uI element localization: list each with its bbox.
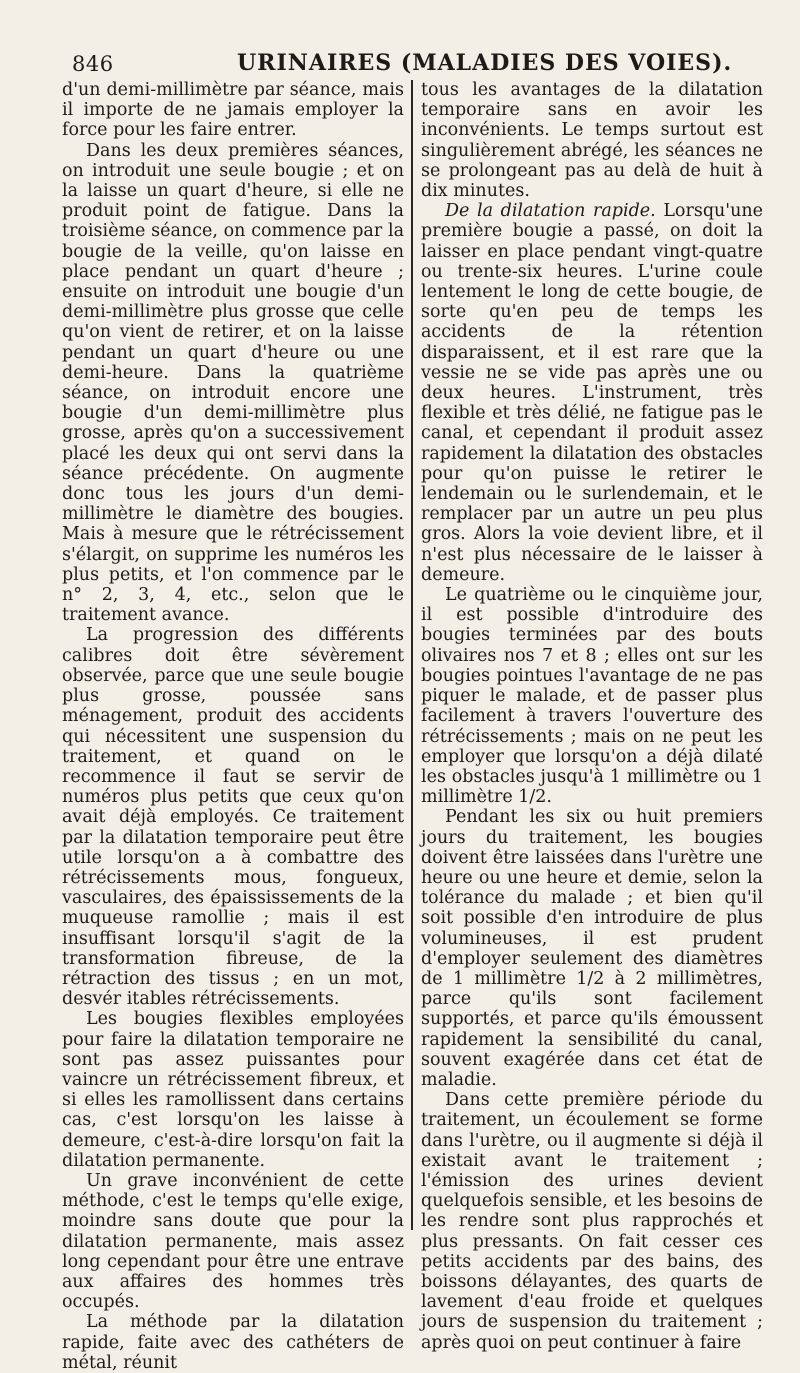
running-title: URINAIRES (MALADIES DES VOIES). (237, 50, 733, 76)
column-divider (411, 80, 413, 1230)
paragraph: Dans les deux premières séances, on introduit une seule bougie ; et on la laisse un quart d'heure, si elle ne produit point de fatigue. Dans la troisième séance, on commence par la bougie de la veille, qu'on laisse en place pendant un quart d'heure ; ensuite on introduit une bougie d'un demi-millimètre plus grosse que celle qu'on vient de retirer, et on la laisse pendant un quart d'heure ou une demi-heure. Dans la quatrième séance, on introduit encore une bougie d'un demi-millimètre plus grosse, après qu'on a successivement placé les deux qui ont servi dans la séance précédente. On augmente donc tous les jours d'un demi-millimètre le diamètre des bougies. Mais à mesure que le rétrécissement s'élargit, on supprime les numéros les plus petits, et l'on commence par le n° 2, 3, 4, etc., selon que le traitement avance. (62, 140, 404, 626)
section-heading: De la dilatation rapide. (445, 201, 656, 222)
paragraph: tous les avantages de la dilatation temporaire sans en avoir les inconvénients. Le temps surtout est singulièrement abrégé, les séances ne se prolongeant pas au delà de huit à dix minutes. (421, 80, 763, 202)
paragraph-text: Lorsqu'une première bougie a passé, on doit la laisser en place pendant vingt-quatre ou trente-six heures. L'urine coule lentement le long de cette bougie, de sorte qu'en peu de temps les accidents de la rétention disparaissent, et il est rare que la vessie ne se vide pas après une ou deux heures. L'instrument, très flexible et très délié, ne fatigue pas le canal, et cependant il produit assez rapidement la dilatation des obstacles pour qu'on puisse le retirer le lendemain ou le surlendemain, et le remplacer par un autre un peu plus gros. Alors la voie devient libre, et il n'est plus nécessaire de le laisser à demeure. (421, 201, 763, 585)
paragraph (421, 201, 763, 585)
paragraph: La progression des différents calibres doit être sévèrement observée, parce que une seule bougie plus grosse, poussée sans ménagement, produit des accidents qui nécessitent une suspension du traitement, et quand on le recommence il faut se servir de numéros plus petits que ceux qu'on avait déjà employés. Ce traitement par la dilatation temporaire peut être utile lorsqu'on a à combattre des rétrécissements mous, fongueux, vasculaires, des épaississements de la muqueuse ramollie ; mais il est insuffisant lorsqu'il s'agit de la transformation fibreuse, de la rétraction des tissus ; en un mot, desvér itables rétrécissements. (62, 625, 404, 1010)
paragraph: Pendant les six ou huit premiers jours du traitement, les bougies doivent être laissées dans l'urètre une heure ou une heure et demie, selon la tolérance du malade ; et bien qu'il soit possible d'en introduire de plus volumineuses, il est prudent d'employer seulement des diamètres de 1 millimètre 1/2 à 2 millimètres, parce qu'ils sont facilement supportés, et parce qu'ils émoussent rapidement la sensibilité du canal, souvent exagérée dans cet état de maladie. (421, 807, 763, 1090)
page-header (72, 48, 772, 82)
paragraph: La méthode par la dilatation rapide, faite avec des cathéters de métal, réunit (62, 1312, 404, 1373)
left-column (62, 80, 404, 1373)
paragraph: Un grave inconvénient de cette méthode, c'est le temps qu'elle exige, moindre sans doute que pour la dilatation permanente, mais assez long cependant pour être une entrave aux affaires des hommes très occupés. (62, 1170, 404, 1313)
right-column (421, 80, 763, 1353)
paragraph: Dans cette première période du traitement, un écoulement se forme dans l'urètre, ou il augmente si déjà il existait avant le traitement ; l'émission des urines devient quelquefois sensible, et les besoins de les rendre sont plus rapprochés et plus pressants. On fait cesser ces petits accidents par des bains, des boissons délayantes, des quarts de lavement d'eau froide et quelques jours de suspension du traitement ; après quoi on peut continuer à faire (421, 1090, 763, 1353)
paragraph: d'un demi-millimètre par séance, mais il importe de ne jamais employer la force pour les faire entrer. (62, 80, 404, 141)
paragraph: Le quatrième ou le cinquième jour, il est possible d'introduire des bougies terminées par des bouts olivaires nos 7 et 8 ; elles ont sur les bougies pointues l'avantage de ne pas piquer le malade, et de passer plus facilement à travers l'ouverture des rétrécissements ; mais on ne peut les employer que lorsqu'on a déjà dilaté les obstacles jusqu'à 1 millimètre ou 1 millimètre 1/2. (421, 585, 763, 808)
page-number: 846 (72, 52, 114, 76)
paragraph: Les bougies flexibles employées pour faire la dilatation temporaire ne sont pas assez puissantes pour vaincre un rétrécissement fibreux, et si elles les ramollissent dans certains cas, c'est lorsqu'on les laisse à demeure, c'est-à-dire lorsqu'on fait la dilatation permanente. (62, 1009, 404, 1171)
